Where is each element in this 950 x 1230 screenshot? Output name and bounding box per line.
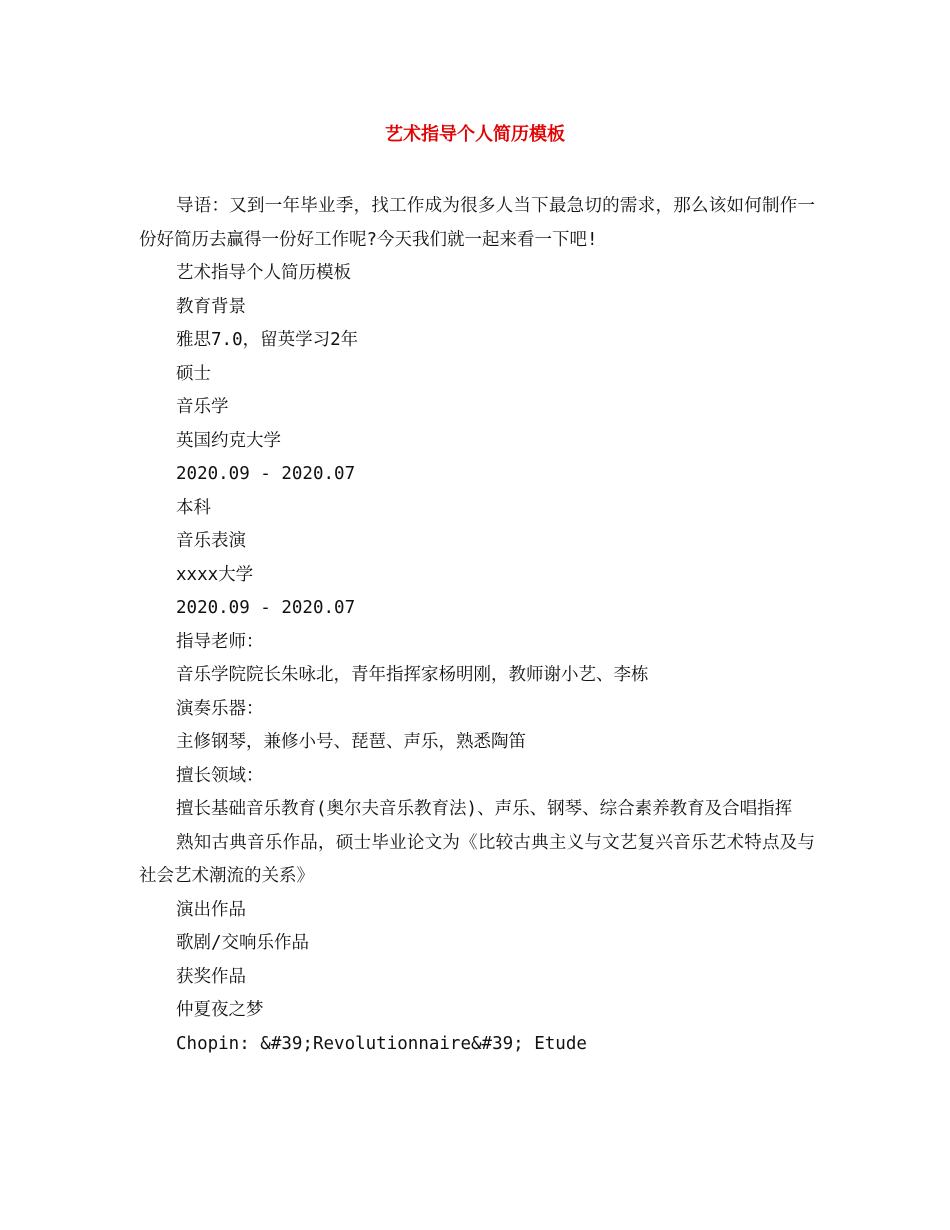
text-line: 本科 bbox=[176, 497, 211, 518]
section-performances: 演出作品 bbox=[176, 899, 246, 920]
text-line: 音乐表演 bbox=[176, 531, 246, 551]
text-line: 仲夏夜之梦 bbox=[176, 1000, 264, 1020]
text-line: xxxx大学 bbox=[176, 564, 254, 585]
text-line: 歌剧/交响乐作品 bbox=[176, 933, 310, 953]
intro-paragraph: 导语：又到一年毕业季，找工作成为很多人当下最急切的需求，那么该如何制作一份好简历去赢得一份好工作呢?今天我们就一起来看一下吧! bbox=[139, 196, 815, 250]
text-line: 硕士 bbox=[176, 363, 211, 384]
text-line: 主修钢琴，兼修小号、琵琶、声乐，熟悉陶笛 bbox=[176, 732, 526, 752]
section-expertise: 擅长领域： bbox=[176, 765, 264, 786]
text-line: 雅思7.0，留英学习2年 bbox=[176, 330, 359, 350]
section-education: 教育背景 bbox=[176, 296, 246, 317]
thesis-paragraph: 熟知古典音乐作品，硕士毕业论文为《比较古典主义与文艺复兴音乐艺术特点及与社会艺术潮流的关系》 bbox=[139, 832, 815, 886]
text-line: 音乐学 bbox=[176, 397, 229, 417]
text-line: 2020.09 - 2020.07 bbox=[176, 464, 356, 484]
document-body bbox=[139, 190, 815, 1061]
resume-heading: 艺术指导个人简历模板 bbox=[176, 263, 351, 283]
text-line: 2020.09 - 2020.07 bbox=[176, 598, 356, 618]
document-title: 艺术指导个人简历模板 bbox=[385, 124, 565, 145]
section-instructors: 指导老师： bbox=[176, 631, 264, 652]
text-line: Chopin: &#39;Revolutionnaire&#39; Etude bbox=[176, 1033, 587, 1054]
expertise-paragraph: 擅长基础音乐教育(奥尔夫音乐教育法)、声乐、钢琴、综合素养教育及合唱指挥 bbox=[176, 799, 793, 819]
section-awards: 获奖作品 bbox=[176, 966, 246, 987]
text-line: 音乐学院院长朱咏北，青年指挥家杨明刚，教师谢小艺、李栋 bbox=[176, 665, 649, 685]
section-instruments: 演奏乐器： bbox=[176, 698, 264, 719]
text-line: 英国约克大学 bbox=[176, 430, 281, 451]
